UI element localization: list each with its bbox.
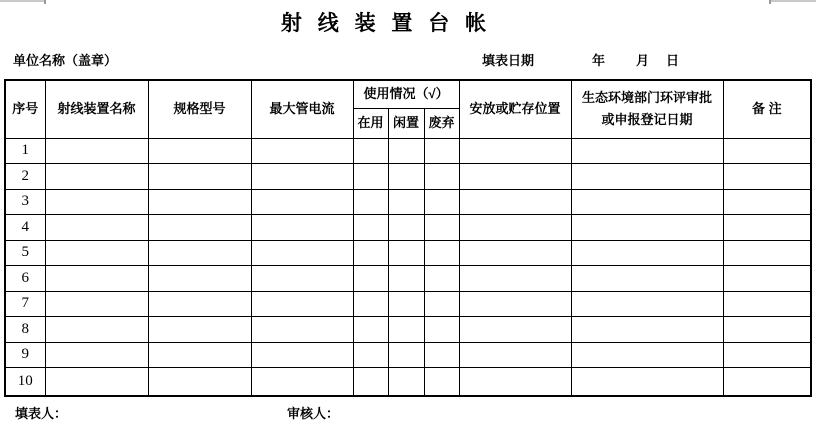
cell-remarks[interactable] — [723, 291, 811, 317]
cell-max-tube-current[interactable] — [251, 189, 353, 215]
cell-storage-location[interactable] — [459, 240, 571, 266]
row-seq: 5 — [5, 240, 45, 266]
cell-device-name[interactable] — [45, 164, 148, 190]
cell-usage-idle[interactable] — [388, 138, 424, 164]
cell-max-tube-current[interactable] — [251, 368, 353, 396]
cell-max-tube-current[interactable] — [251, 342, 353, 368]
cell-device-name[interactable] — [45, 215, 148, 241]
cell-approval-date[interactable] — [571, 291, 723, 317]
cell-usage-discarded[interactable] — [424, 240, 459, 266]
cell-usage-discarded[interactable] — [424, 266, 459, 292]
cell-usage-discarded[interactable] — [424, 342, 459, 368]
cell-remarks[interactable] — [723, 215, 811, 241]
cell-max-tube-current[interactable] — [251, 215, 353, 241]
row-seq: 3 — [5, 189, 45, 215]
cell-usage-discarded[interactable] — [424, 368, 459, 396]
col-header-spec-model: 规格型号 — [148, 80, 251, 138]
cell-spec-model[interactable] — [148, 342, 251, 368]
table-row — [5, 138, 811, 164]
cell-max-tube-current[interactable] — [251, 138, 353, 164]
cell-device-name[interactable] — [45, 368, 148, 396]
cell-spec-model[interactable] — [148, 266, 251, 292]
cell-spec-model[interactable] — [148, 317, 251, 343]
table-row — [5, 240, 811, 266]
cell-usage-in-use[interactable] — [353, 138, 388, 164]
col-header-usage-discarded: 废弃 — [424, 108, 459, 138]
cell-usage-idle[interactable] — [388, 317, 424, 343]
cell-approval-date[interactable] — [571, 342, 723, 368]
cell-device-name[interactable] — [45, 291, 148, 317]
cell-storage-location[interactable] — [459, 291, 571, 317]
footer-row — [0, 403, 816, 423]
cell-storage-location[interactable] — [459, 189, 571, 215]
day-label: 日 — [666, 53, 680, 68]
col-header-approval-line1: 生态环境部门环评审批 — [582, 90, 713, 106]
cell-storage-location[interactable] — [459, 266, 571, 292]
cell-device-name[interactable] — [45, 317, 148, 343]
cell-usage-in-use[interactable] — [353, 317, 388, 343]
cell-device-name[interactable] — [45, 189, 148, 215]
cell-usage-discarded[interactable] — [424, 189, 459, 215]
cell-usage-idle[interactable] — [388, 189, 424, 215]
cell-storage-location[interactable] — [459, 215, 571, 241]
cell-usage-discarded[interactable] — [424, 138, 459, 164]
cell-usage-idle[interactable] — [388, 240, 424, 266]
cell-remarks[interactable] — [723, 368, 811, 396]
col-header-usage-group: 使用情况（√） — [353, 80, 459, 108]
cell-max-tube-current[interactable] — [251, 164, 353, 190]
cell-spec-model[interactable] — [148, 164, 251, 190]
cell-usage-discarded[interactable] — [424, 215, 459, 241]
col-header-usage-idle: 闲置 — [388, 108, 424, 138]
cell-remarks[interactable] — [723, 138, 811, 164]
cell-spec-model[interactable] — [148, 138, 251, 164]
cell-usage-in-use[interactable] — [353, 189, 388, 215]
cell-approval-date[interactable] — [571, 266, 723, 292]
cell-usage-idle[interactable] — [388, 342, 424, 368]
cell-max-tube-current[interactable] — [251, 266, 353, 292]
table-row — [5, 189, 811, 215]
cell-remarks[interactable] — [723, 342, 811, 368]
cell-approval-date[interactable] — [571, 164, 723, 190]
cell-approval-date[interactable] — [571, 317, 723, 343]
cell-spec-model[interactable] — [148, 368, 251, 396]
table-row — [5, 266, 811, 292]
cell-device-name[interactable] — [45, 266, 148, 292]
cell-approval-date[interactable] — [571, 215, 723, 241]
cell-approval-date[interactable] — [571, 368, 723, 396]
scan-artifact-top-left — [0, 0, 44, 2]
cell-usage-idle[interactable] — [388, 266, 424, 292]
scan-artifact-tick-right — [769, 0, 771, 4]
cell-storage-location[interactable] — [459, 317, 571, 343]
cell-usage-in-use[interactable] — [353, 164, 388, 190]
table-row — [5, 164, 811, 190]
table-row — [5, 215, 811, 241]
cell-usage-discarded[interactable] — [424, 317, 459, 343]
cell-storage-location[interactable] — [459, 164, 571, 190]
cell-remarks[interactable] — [723, 189, 811, 215]
cell-approval-date[interactable] — [571, 240, 723, 266]
cell-usage-discarded[interactable] — [424, 164, 459, 190]
table-row — [5, 368, 811, 396]
row-seq: 9 — [5, 342, 45, 368]
row-seq: 10 — [5, 368, 45, 396]
cell-max-tube-current[interactable] — [251, 317, 353, 343]
row-seq: 7 — [5, 291, 45, 317]
row-seq: 2 — [5, 164, 45, 190]
cell-approval-date[interactable] — [571, 189, 723, 215]
cell-usage-discarded[interactable] — [424, 291, 459, 317]
table-row — [5, 317, 811, 343]
info-row — [0, 50, 816, 70]
preparer-label: 填表人： — [15, 406, 68, 421]
month-label: 月 — [636, 53, 650, 68]
cell-spec-model[interactable] — [148, 215, 251, 241]
cell-usage-idle[interactable] — [388, 215, 424, 241]
cell-storage-location[interactable] — [459, 368, 571, 396]
cell-device-name[interactable] — [45, 342, 148, 368]
cell-usage-idle[interactable] — [388, 368, 424, 396]
col-header-seq: 序号 — [5, 80, 45, 138]
col-header-storage-location: 安放或贮存位置 — [459, 80, 571, 138]
cell-device-name[interactable] — [45, 240, 148, 266]
reviewer-label: 审核人： — [287, 406, 340, 421]
cell-usage-in-use[interactable] — [353, 342, 388, 368]
table-row — [5, 291, 811, 317]
cell-usage-in-use[interactable] — [353, 291, 388, 317]
col-header-usage-in-use: 在用 — [353, 108, 388, 138]
cell-usage-in-use[interactable] — [353, 215, 388, 241]
cell-remarks[interactable] — [723, 240, 811, 266]
row-seq: 6 — [5, 266, 45, 292]
cell-storage-location[interactable] — [459, 342, 571, 368]
col-header-approval-date — [571, 80, 723, 138]
year-label: 年 — [592, 53, 606, 68]
col-header-max-tube-current: 最大管电流 — [251, 80, 353, 138]
cell-max-tube-current[interactable] — [251, 240, 353, 266]
col-header-approval-line2: 或申报登记日期 — [601, 112, 693, 128]
row-seq: 8 — [5, 317, 45, 343]
cell-approval-date[interactable] — [571, 138, 723, 164]
cell-remarks[interactable] — [723, 266, 811, 292]
cell-remarks[interactable] — [723, 164, 811, 190]
cell-spec-model[interactable] — [148, 240, 251, 266]
cell-storage-location[interactable] — [459, 138, 571, 164]
col-header-device-name: 射线装置名称 — [45, 80, 148, 138]
row-seq: 1 — [5, 138, 45, 164]
cell-device-name[interactable] — [45, 138, 148, 164]
cell-remarks[interactable] — [723, 317, 811, 343]
cell-usage-idle[interactable] — [388, 291, 424, 317]
ledger-table — [4, 79, 812, 397]
table-row — [5, 342, 811, 368]
fill-date-label: 填表日期 — [482, 53, 535, 68]
scan-artifact-tick-left — [44, 0, 46, 4]
page-title: 射 线 装 置 台 帐 — [280, 12, 492, 35]
cell-usage-idle[interactable] — [388, 164, 424, 190]
col-header-remarks: 备 注 — [723, 80, 811, 138]
row-seq: 4 — [5, 215, 45, 241]
cell-usage-in-use[interactable] — [353, 368, 388, 396]
scan-artifact-top-right — [771, 0, 816, 2]
cell-max-tube-current[interactable] — [251, 291, 353, 317]
cell-usage-in-use[interactable] — [353, 240, 388, 266]
cell-usage-in-use[interactable] — [353, 266, 388, 292]
cell-spec-model[interactable] — [148, 189, 251, 215]
unit-name-label: 单位名称（盖章） — [13, 53, 118, 68]
cell-spec-model[interactable] — [148, 291, 251, 317]
